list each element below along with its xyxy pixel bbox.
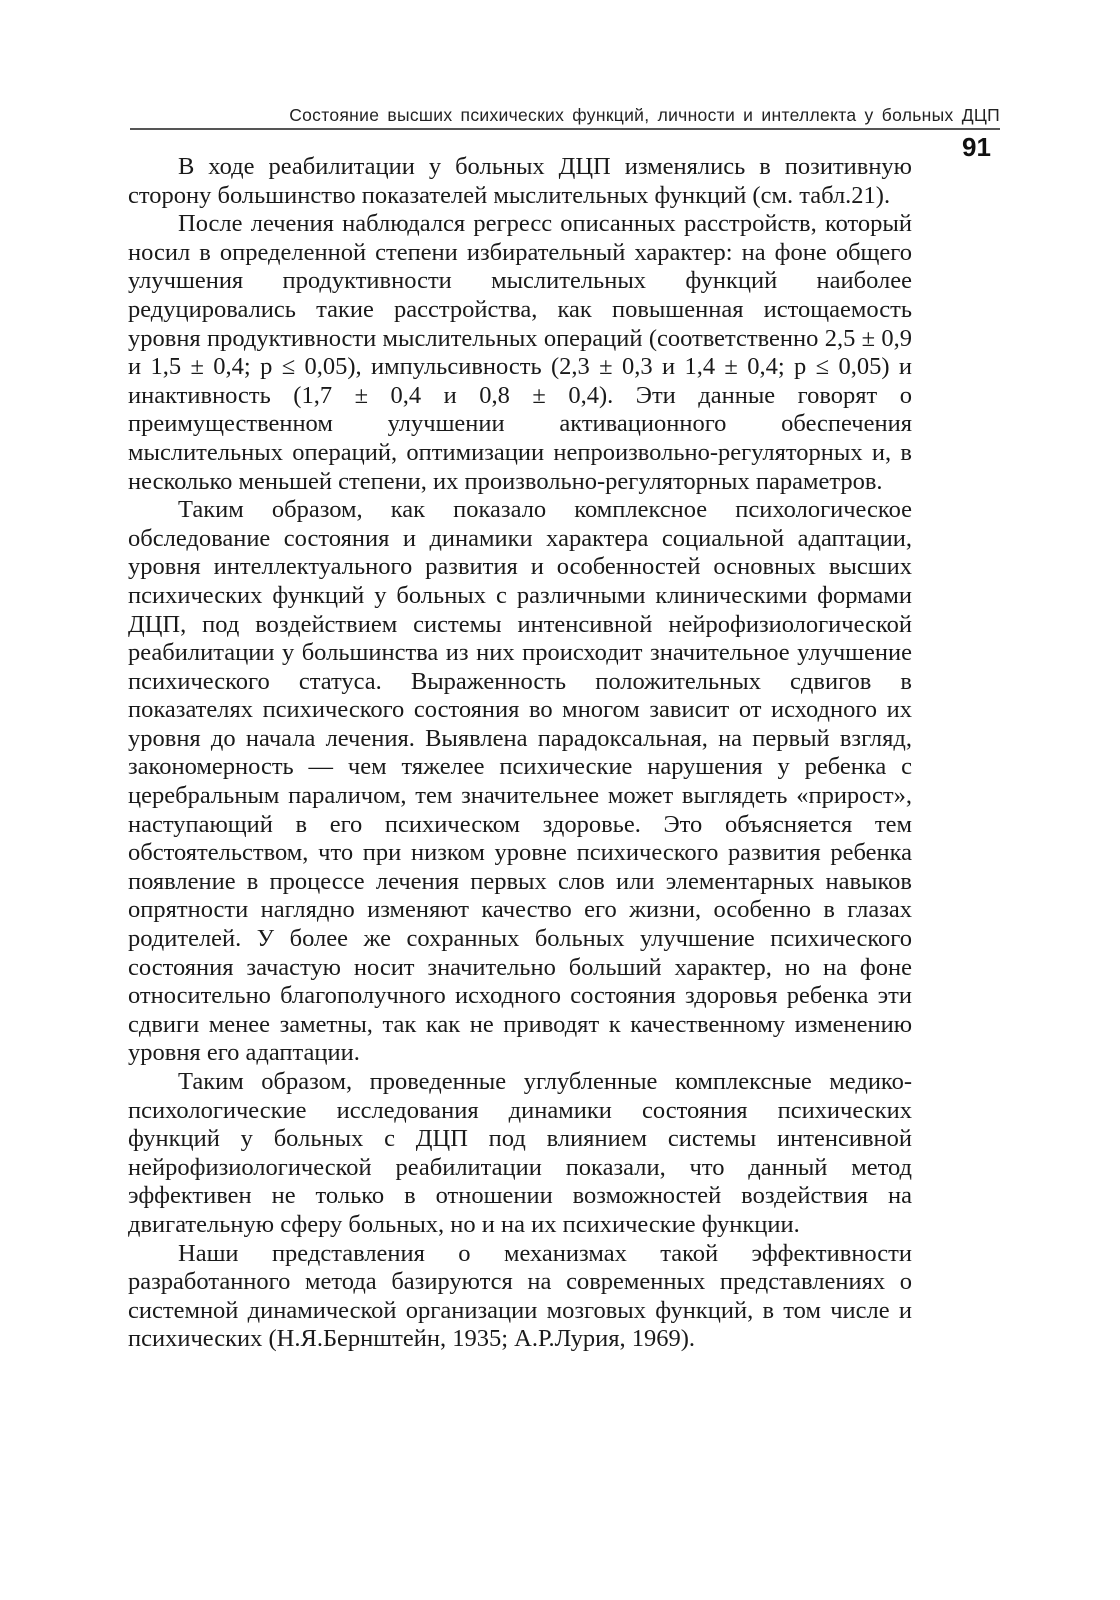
page-number: 91 — [962, 132, 991, 162]
paragraph-3: Таким образом, как показало комплексное психологическое обследование состояния и динамики характера социальной адаптации, уровня интеллектуального развития и особенностей основных высших психических функций у больных с различными клиническими формами ДЦП, под воздействием системы интенсивной нейрофизиологической реабилитации у большинства из них происходит значительное улучшение психического статуса. Выраженность положительных сдвигов в показателях психического состояния во многом зависит от исходного их уровня до начала лечения. Выявлена парадоксальная, на первый взгляд, закономерность — чем тяжелее психические нарушения у ребенка с церебральным параличом, тем значительнее может выглядеть «прирост», наступающий в его психическом здоровье. Это объясняется тем обстоятельством, что при низком уровне психического развития ребенка появление в процессе лечения первых слов или элементарных навыков опрятности наглядно изменяют качество его жизни, особенно в глазах родителей. У более же сохранных больных улучшение психического состояния зачастую носит значительно больший характер, но на фоне относительно благополучного исходного состояния здоровья ребенка эти сдвиги менее заметны, так как не приводят к качественному изменению уровня его адаптации. — [128, 496, 912, 1067]
paragraph-4: Таким образом, проведенные углубленные комплексные медико-психологические исследования динамики состояния психических функций у больных с ДЦП под влиянием системы интенсивной нейрофизиологической реабилитации показали, что данный метод эффективен не только в отношении возможностей воздействия на двигательную сферу больных, но и на их психические функции. — [128, 1068, 912, 1238]
running-title: Состояние высших психических функций, личности и интеллекта у больных ДЦП — [289, 105, 1000, 125]
paragraph-1: В ходе реабилитации у больных ДЦП изменялись в позитивную сторону большинство показателей мыслительных функций (см. табл.21). — [128, 153, 912, 209]
running-header — [130, 104, 1000, 130]
main-text — [128, 153, 912, 1354]
paragraph-2: После лечения наблюдался регресс описанных расстройств, который носил в определенной степени избирательный характер: на фоне общего улучшения продуктивности мыслительных функций наиболее редуцировались такие расстройства, как повышенная истощаемость уровня продуктивности мыслительных операций (соответственно 2,5 ± 0,9 и 1,5 ± 0,4; р ≤ 0,05), импульсивность (2,3 ± 0,3 и 1,4 ± 0,4; р ≤ 0,05) и инактивность (1,7 ± 0,4 и 0,8 ± 0,4). Эти данные говорят о преимущественном улучшении активационного обеспечения мыслительных операций, оптимизации непроизвольно-регуляторных и, в несколько меньшей степени, их произвольно-регуляторных параметров. — [128, 210, 912, 495]
paragraph-5: Наши представления о механизмах такой эффективности разработанного метода базируются на современных представлениях о системной динамической организации мозговых функций, в том числе и психических (Н.Я.Бернштейн, 1935; А.Р.Лурия, 1969). — [128, 1239, 912, 1353]
